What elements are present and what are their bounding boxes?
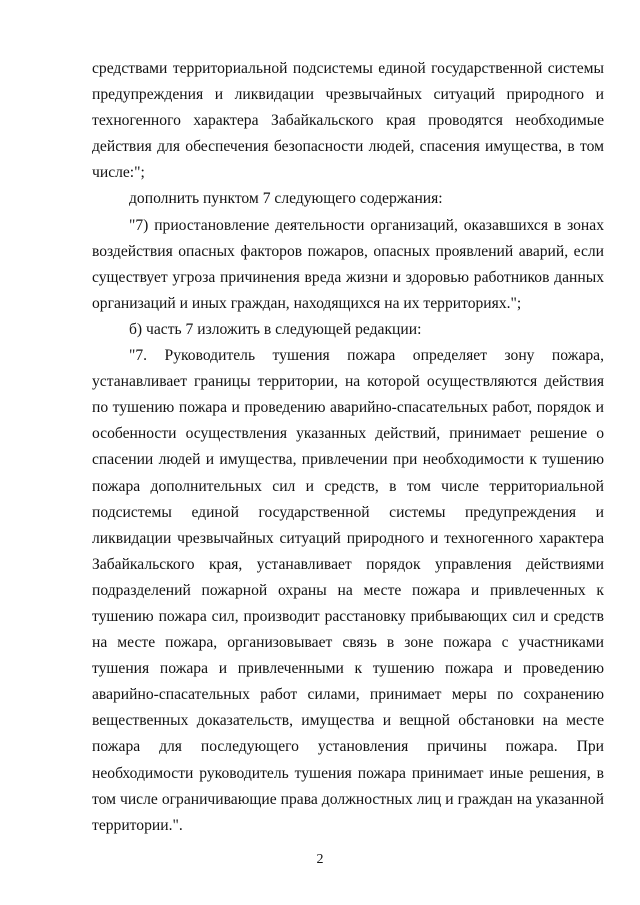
page-number: 2 [316,852,324,867]
paragraph-part-7-text: "7. Руководитель тушения пожара определяет зону пожара, устанавливает границы территории, на которой осуществляются действия по тушению пожара и проведению аварийно-спасательных работ, порядок и особенности осуществления указанных действий, принимает решение о спасении людей и имущества, привлечении при необходимости к тушению пожара дополнительных сил и средств, в том числе территориальной подсистемы единой государственной системы предупреждения и ликвидации чрезвычайных ситуаций природного и техногенного характера Забайкальского края, устанавливает порядок управления действиями подразделений пожарной охраны на месте пожара и привлеченных к тушению пожара сил, производит расстановку прибывающих сил и средств на месте пожара, организовывает связь в зоне пожара с участниками тушения пожара и привлеченными к тушению пожара и проведению аварийно-спасательных работ силами, принимает меры по сохранению вещественных доказательств, имущества и вещной обстановки на месте пожара для последующего установления причины пожара. При необходимости руководитель тушения пожара принимает иные решения, в том числе ограничивающие права должностных лиц и граждан на указанной территории.". [92,347,604,834]
document-body [92,56,604,839]
paragraph-point-7-text: "7) приостановление деятельности организаций, оказавшихся в зонах воздействия опасных факторов пожаров, опасных проявлений аварий, если существует угроза причинения вреда жизни и здоровью работников данных организаций и иных граждан, находящихся на их территориях."; [92,216,604,312]
paragraph-part-7-edit: б) часть 7 изложить в следующей редакции: [129,320,422,338]
paragraph-add-point-7: дополнить пунктом 7 следующего содержания: [129,190,443,208]
paragraph-continuation: средствами территориальной подсистемы единой государственной системы предупреждения и ликвидации чрезвычайных ситуаций природного и техногенного характера Забайкальского края проводятся необходимые действия для обеспечения безопасности людей, спасения имущества, в том числе:"; [92,60,604,182]
